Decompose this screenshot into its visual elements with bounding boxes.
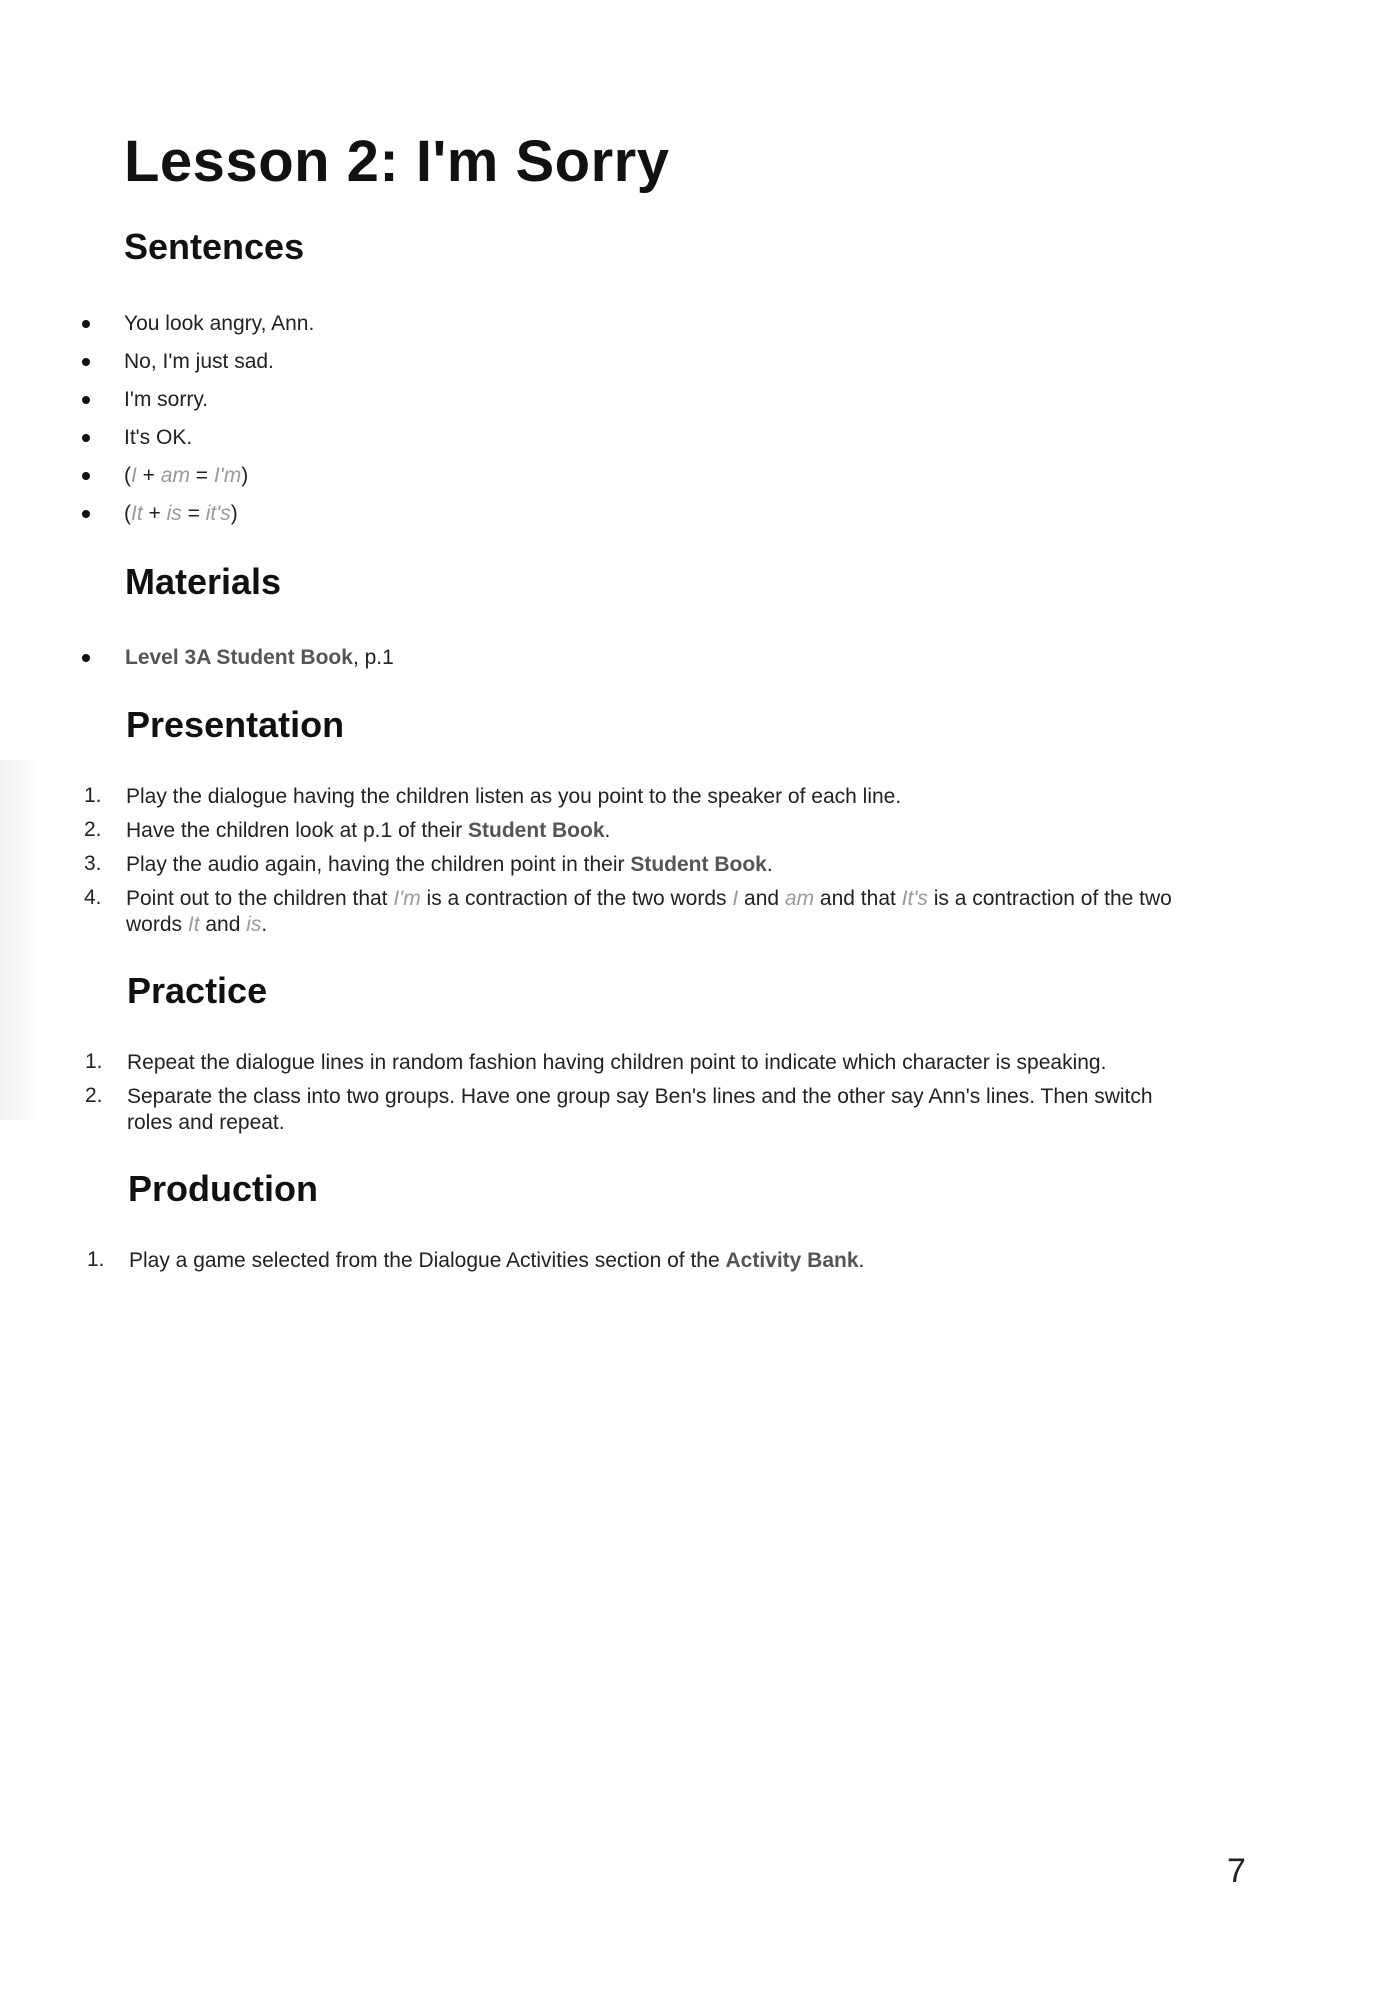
contraction-word: It <box>187 913 200 936</box>
text: and that <box>814 887 902 910</box>
list-number: 4. <box>84 886 102 909</box>
presentation-step <box>126 886 1246 938</box>
text: ( <box>124 502 131 525</box>
presentation-step <box>126 852 773 878</box>
text: is a contraction of the two <box>927 887 1172 910</box>
text: . <box>766 853 773 876</box>
book-title: Level 3A Student Book <box>125 646 353 669</box>
text: and <box>199 913 247 936</box>
text: Point out to the children that <box>126 887 394 910</box>
contraction-item <box>124 463 248 489</box>
bullet <box>82 510 90 518</box>
text: ( <box>124 464 131 487</box>
text: Play the audio again, having the children point in their <box>126 853 631 876</box>
contraction-word: is <box>166 502 182 525</box>
sentence-item: I'm sorry. <box>124 388 209 411</box>
step-line <box>126 912 1246 938</box>
contraction-word: It's <box>901 887 928 910</box>
list-number: 2. <box>84 818 102 841</box>
step-line: roles and repeat. <box>127 1111 285 1134</box>
bullet <box>82 358 90 366</box>
lesson-title: Lesson 2: I'm Sorry <box>124 129 670 194</box>
sentence-item: You look angry, Ann. <box>124 312 315 335</box>
bullet <box>82 434 90 442</box>
text: Play a game selected from the Dialogue Activities section of the <box>129 1249 726 1272</box>
heading-presentation: Presentation <box>126 704 345 745</box>
contraction-word: I'm <box>393 887 421 910</box>
heading-sentences: Sentences <box>124 226 305 267</box>
text: ) <box>241 464 249 487</box>
contraction-word: It <box>131 502 143 525</box>
presentation-step <box>126 818 610 844</box>
heading-materials: Materials <box>125 561 282 602</box>
heading-practice: Practice <box>127 970 268 1011</box>
contraction-word: am <box>160 464 190 487</box>
text: is a contraction of the two words <box>420 887 733 910</box>
text: Have the children look at p.1 of their <box>126 819 469 842</box>
step-line <box>126 886 1246 912</box>
contraction-word: I'm <box>213 464 242 487</box>
text: = <box>189 464 214 487</box>
production-step <box>129 1248 864 1274</box>
page-number: 7 <box>1227 1852 1246 1890</box>
contraction-word: is <box>246 913 262 936</box>
sentence-item: It's OK. <box>124 426 193 449</box>
heading-production: Production <box>128 1168 318 1209</box>
text: words <box>126 913 188 936</box>
text: , p.1 <box>352 646 394 669</box>
text: ) <box>230 502 238 525</box>
contraction-word: it's <box>205 502 231 525</box>
practice-step <box>127 1084 1247 1136</box>
list-number: 1. <box>84 784 102 807</box>
bullet <box>82 320 90 328</box>
list-number: 2. <box>85 1084 103 1107</box>
presentation-step: Play the dialogue having the children listen as you point to the speaker of each line. <box>126 785 902 808</box>
contraction-word: am <box>784 887 815 910</box>
sentence-item: No, I'm just sad. <box>124 350 274 373</box>
contraction-word: I <box>732 887 739 910</box>
text: + <box>136 464 161 487</box>
text: + <box>142 502 167 525</box>
text: = <box>181 502 206 525</box>
list-number: 1. <box>87 1248 105 1271</box>
book-title: Student Book <box>468 819 605 842</box>
book-title: Student Book <box>630 853 767 876</box>
text: . <box>604 819 611 842</box>
step-line: Separate the class into two groups. Have one group say Ben's lines and the other say Ann's lines. Then switch <box>127 1085 1153 1108</box>
book-title: Activity Bank <box>725 1249 859 1272</box>
list-number: 3. <box>84 852 102 875</box>
contraction-item <box>124 501 238 527</box>
scan-edge-shadow <box>0 760 40 1120</box>
text: and <box>738 887 785 910</box>
contraction-word: I <box>131 464 137 487</box>
materials-item <box>125 645 394 671</box>
text: . <box>858 1249 865 1272</box>
bullet <box>82 654 90 662</box>
bullet <box>82 396 90 404</box>
list-number: 1. <box>85 1050 103 1073</box>
text: . <box>261 913 268 936</box>
practice-step: Repeat the dialogue lines in random fashion having children point to indicate which character is speaking. <box>127 1051 1107 1074</box>
bullet <box>82 472 90 480</box>
